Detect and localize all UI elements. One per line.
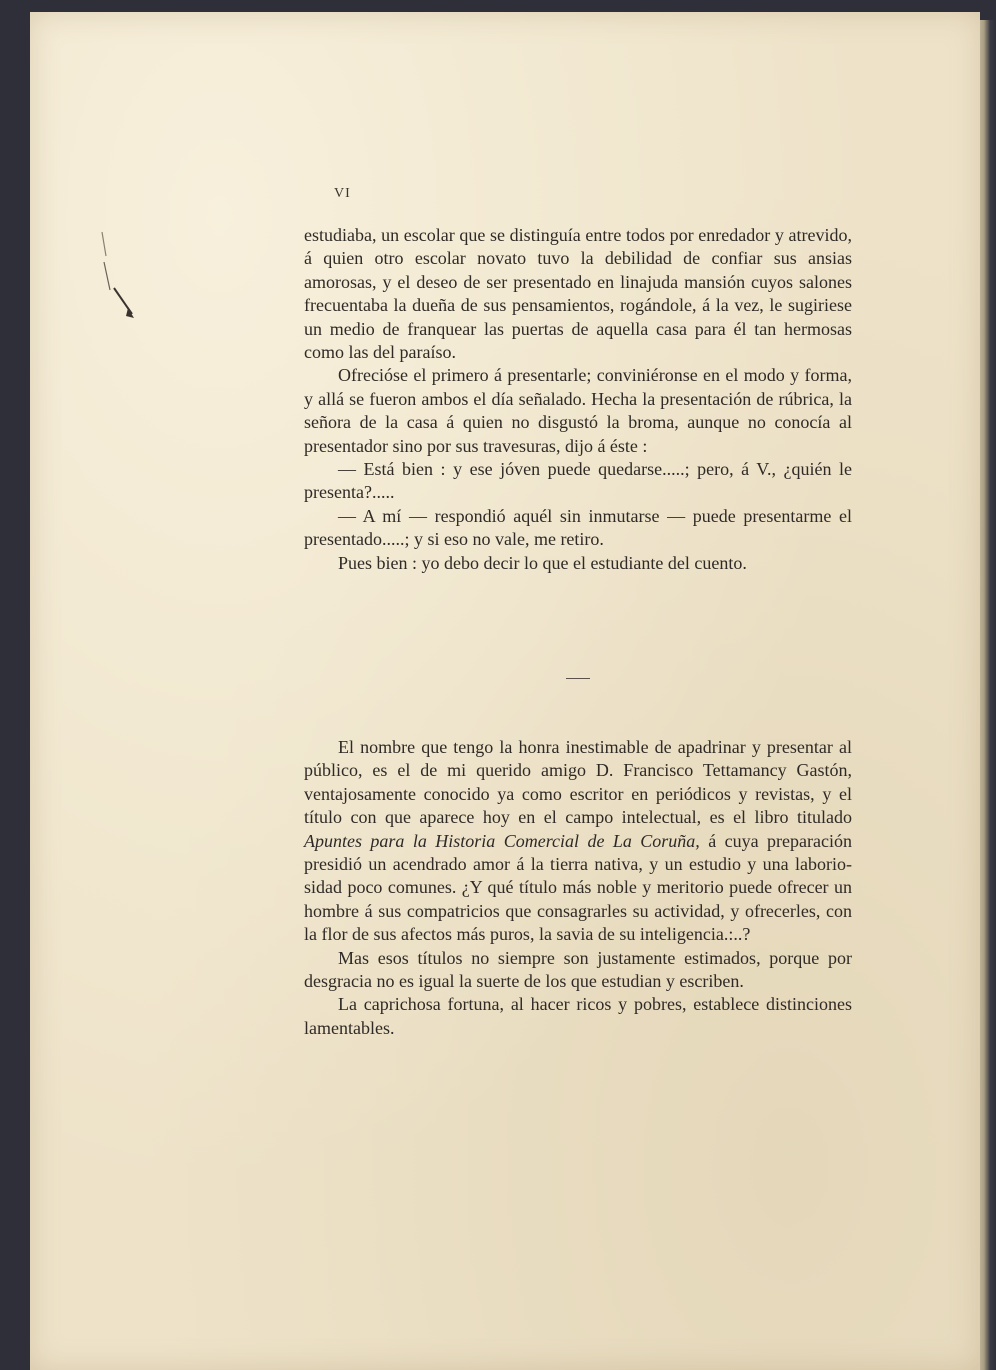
paragraph-story-1: estudiaba, un escolar que se distinguía entre todos por enredador y atrevido, á quien otro escolar novato tuvo la debilidad de confiar sus ansias amorosas, y el deseo de ser presentado en linajuda mansión cuyos salones frecuentaba la dueña de sus pensamientos, rogándole, á la vez, le sugiriese un medio de franquear las puertas de aquella casa para él tan hermosas como las del paraíso.: [304, 225, 852, 363]
paragraph-presentation-1-text-a: El nombre que tengo la honra inestimable de apadrinar y presentar al público, es el de mi querido amigo D. Francisco Tettamancy Gastón, ventajosamente conocido ya como escritor en periódicos y revistas, y el título con que aparece hoy en el campo intelectual, es el libro titulado: [304, 737, 852, 828]
page-number: VI: [334, 186, 351, 201]
paragraph-presentation-1: [304, 736, 852, 947]
text-block-story: [304, 224, 852, 575]
paragraph-presentation-3: La caprichosa fortuna, al hacer ricos y pobres, establece distinciones lamentables.: [304, 994, 852, 1038]
paragraph-dialogue-2: — A mí — respondió aquél sin inmutarse — puede presentarme el presentado.....; y si eso no vale, me retiro.: [304, 505, 852, 550]
paragraph-presentation-2: Mas esos títulos no siempre son justamente estimados, porque por desgracia no es igual la suerte de los que estudian y escriben.: [304, 947, 852, 992]
margin-pencil-mark: [92, 228, 142, 328]
text-block-presentation: [304, 736, 852, 1040]
paragraph-presentation-1-text-b: á cuya preparación presidió un acendrado amor á la tierra nativa, y un estudio y una laboriosidad poco comunes. ¿Y qué título más noble y meritorio puede ofrecer un hombre á sus compatricios que consagrarles su actividad, y ofrecerles, con la flor de sus afectos más puros, la savia de su inteligencia.:..?: [304, 830, 852, 945]
book-page: [30, 12, 980, 1370]
book-title: Apuntes para la Historia Comercial de La Coruña,: [304, 830, 700, 851]
section-divider: [566, 678, 590, 679]
paragraph-story-3: Pues bien : yo debo decir lo que el estudiante del cuento.: [338, 552, 747, 573]
paragraph-dialogue-1: — Está bien : y ese jóven puede quedarse.....; pero, á V., ¿quién le presenta?.....: [304, 459, 852, 503]
paragraph-story-2: Ofrecióse el primero á presentarle; conviniéronse en el modo y forma, y allá se fueron ambos el día señalado. Hecha la presentación de rúbrica, la señora de la casa á quien no disgustó la broma, aunque no conocía al presentador sino por sus travesuras, dijo á éste :: [304, 365, 852, 456]
